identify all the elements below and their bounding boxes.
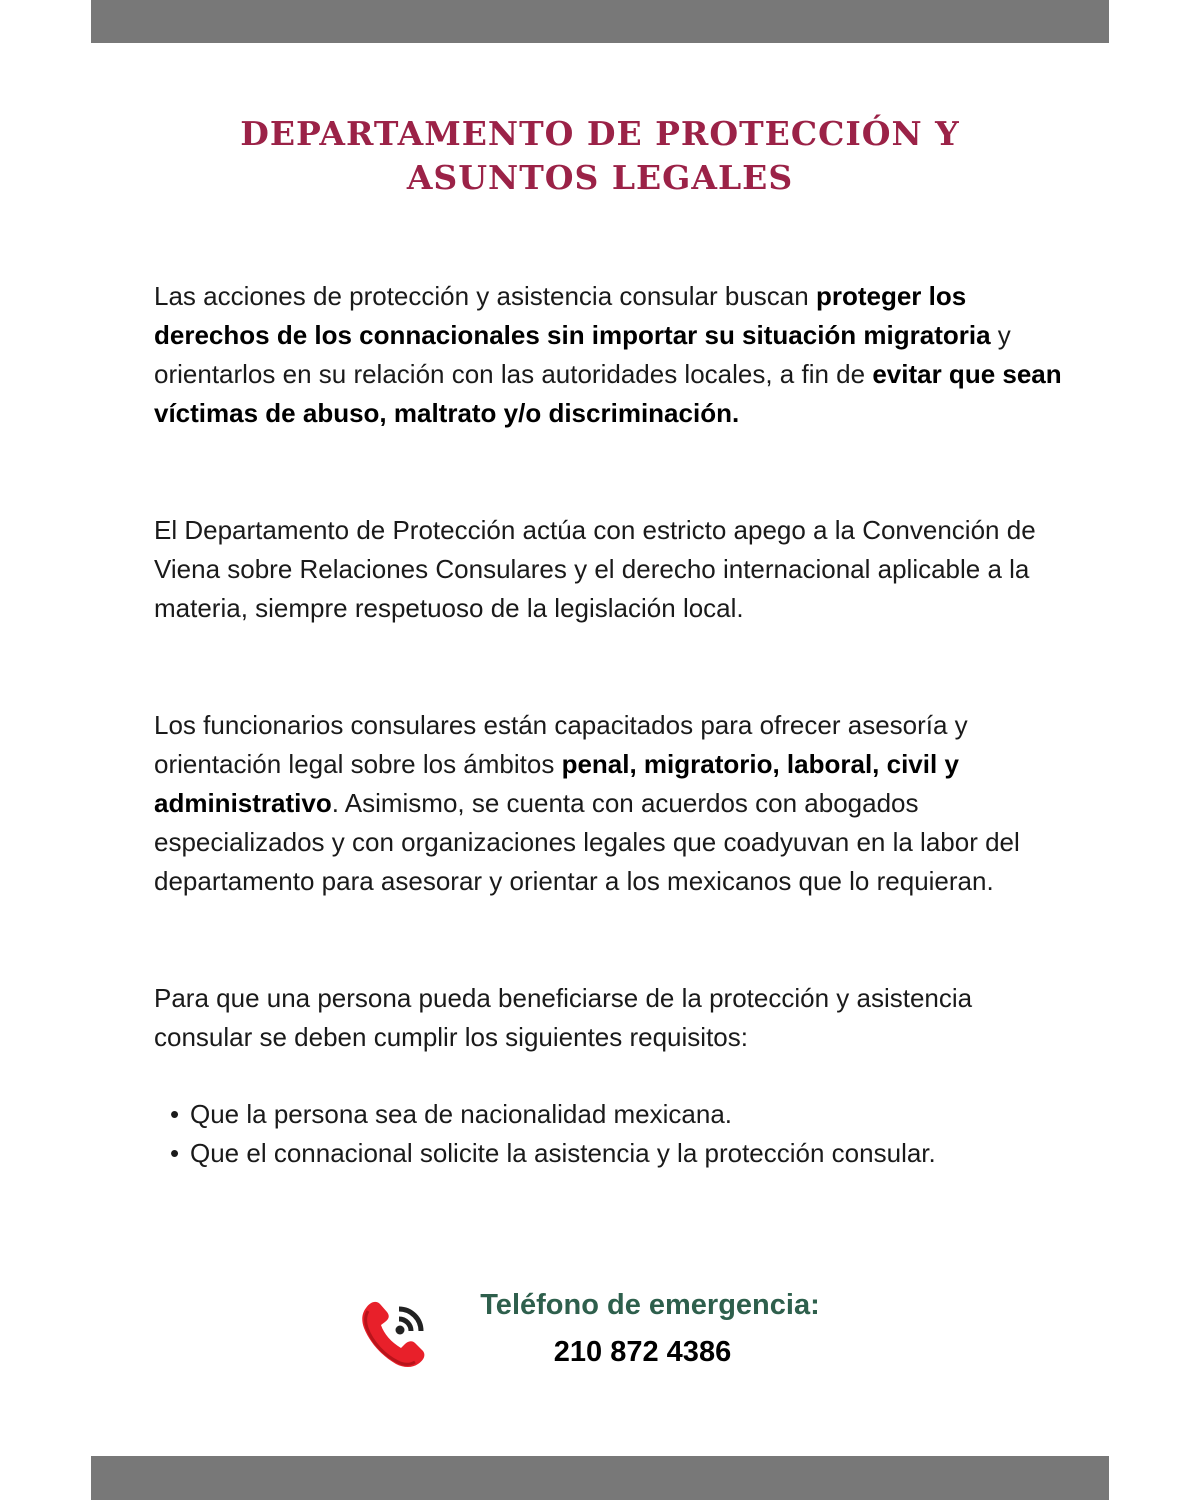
p1-text-1: Las acciones de protección y asistencia consular buscan (154, 281, 816, 311)
paragraph-requirements-intro (154, 979, 1064, 1057)
phone-signal-icon (360, 1298, 428, 1368)
title-line-2: ASUNTOS LEGALES (406, 158, 794, 197)
requirement-text: Que el connacional solicite la asistencia y la protección consular. (190, 1138, 936, 1168)
p1-bold-1: proteger los derechos de los connacionales sin importar su situación migratoria (154, 281, 991, 350)
list-item (154, 1134, 1034, 1173)
paragraph-legal-advice (154, 706, 1064, 901)
requirement-text: Que la persona sea de nacionalidad mexicana. (190, 1099, 733, 1129)
paragraph-vienna-convention (154, 511, 1064, 628)
bottom-banner-bar (91, 1456, 1109, 1500)
emergency-phone-label: Teléfono de emergencia: (480, 1289, 820, 1321)
page-title (150, 112, 1050, 200)
list-item (154, 1095, 1034, 1134)
bullet-icon: • (170, 1099, 180, 1129)
p1-bold-2: evitar que sean víctimas de abuso, maltrato y/o discriminación. (154, 359, 1062, 428)
title-line-1: DEPARTAMENTO DE PROTECCIÓN Y (240, 114, 960, 153)
p4-text: Para que una persona pueda beneficiarse de la protección y asistencia consular se deben cumplir los siguientes requisitos: (154, 983, 973, 1052)
p3-bold-1: penal, migratorio, laboral, civil y administrativo (154, 749, 959, 818)
paragraph-protection-actions (154, 277, 1064, 433)
p1-text-2: y orientarlos en su relación con las autoridades locales, a fin de (154, 320, 1011, 389)
p2-text: El Departamento de Protección actúa con estricto apego a la Convención de Viena sobre Relaciones Consulares y el derecho internacional aplicable a la materia, siempre respetuoso de la legislación local. (154, 515, 1036, 623)
signal-dot (396, 1326, 405, 1335)
top-banner-bar (91, 0, 1109, 43)
bullet-icon: • (170, 1138, 180, 1168)
p3-text-2: . Asimismo, se cuenta con acuerdos con abogados especializados y con organizaciones legales que coadyuvan en la labor del departamento para asesorar y orientar a los mexicanos que lo requieran. (154, 788, 1020, 896)
requirements-list (154, 1095, 1034, 1173)
phone-handset-shape (362, 1302, 424, 1367)
emergency-phone-number[interactable]: 210 872 4386 (553, 1336, 732, 1368)
p3-text-1: Los funcionarios consulares están capacitados para ofrecer asesoría y orientación legal sobre los ámbitos (154, 710, 968, 779)
